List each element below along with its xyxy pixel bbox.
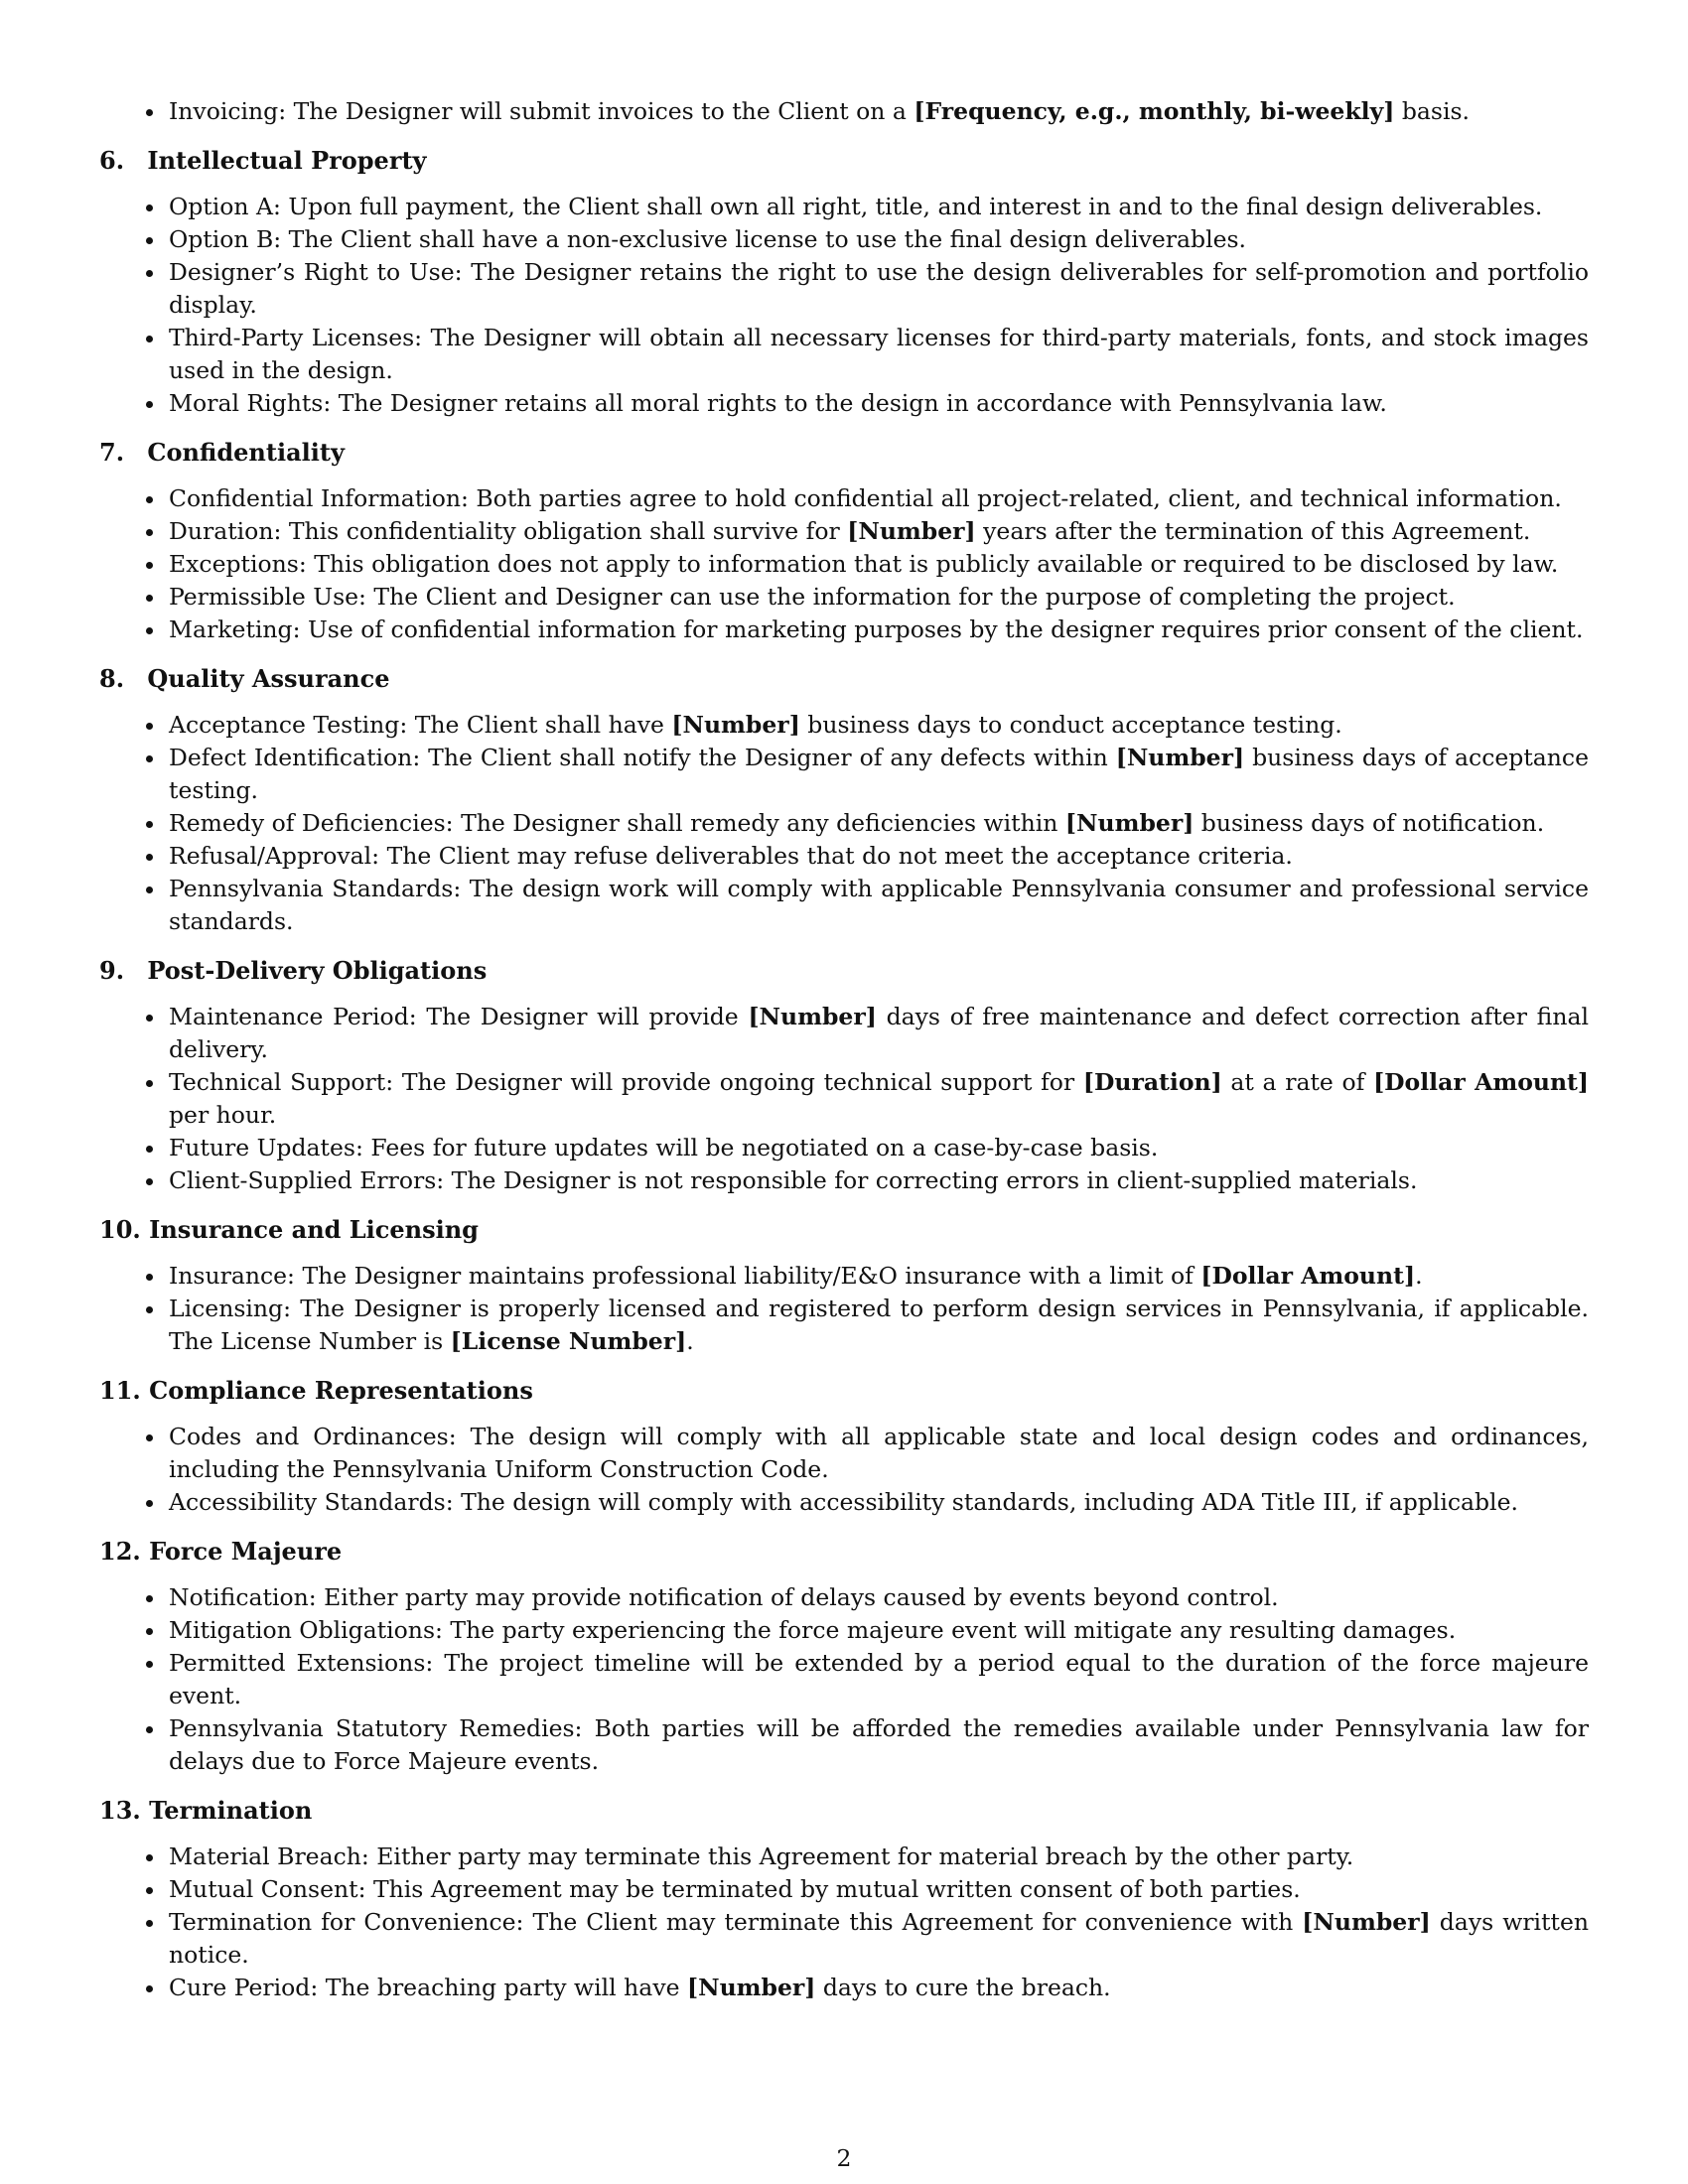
page-number: 2 [836,2144,852,2172]
list-item: Termination for Convenience: The Client may terminate this Agreement for convenience with [Number] days written notice. [99,1906,1589,1972]
list-item: Cure Period: The breaching party will have [Number] days to cure the breach. [99,1972,1589,2004]
intellectual-property-list [99,191,1589,420]
section-heading-quality-assurance: 8. Quality Assurance [99,664,390,693]
list-item: Moral Rights: The Designer retains all moral rights to the design in accordance with Pennsylvania law. [99,387,1589,420]
compliance-list [99,1421,1589,1519]
insurance-licensing-list [99,1260,1589,1358]
list-item: Option B: The Client shall have a non-exclusive license to use the final design deliverables. [99,223,1589,256]
section-heading-intellectual-property: 6. Intellectual Property [99,146,427,175]
list-item: Marketing: Use of confidential information for marketing purposes by the designer requires prior consent of the client. [99,614,1589,646]
post-delivery-list [99,1001,1589,1197]
list-item: Permissible Use: The Client and Designer can use the information for the purpose of completing the project. [99,581,1589,614]
quality-assurance-list [99,709,1589,938]
list-item: Mutual Consent: This Agreement may be terminated by mutual written consent of both parties. [99,1873,1589,1906]
list-item: Remedy of Deficiencies: The Designer shall remedy any deficiencies within [Number] business days of notification. [99,807,1589,840]
list-item: Mitigation Obligations: The party experiencing the force majeure event will mitigate any resulting damages. [99,1614,1589,1647]
section-heading-force-majeure: 12. Force Majeure [99,1537,343,1566]
list-item: Maintenance Period: The Designer will provide [Number] days of free maintenance and defect correction after final delivery. [99,1001,1589,1066]
list-item: Material Breach: Either party may terminate this Agreement for material breach by the other party. [99,1841,1589,1873]
list-item: Permitted Extensions: The project timeline will be extended by a period equal to the duration of the force majeure event. [99,1647,1589,1712]
list-item: Client-Supplied Errors: The Designer is not responsible for correcting errors in client-supplied materials. [99,1164,1589,1197]
list-item: Pennsylvania Standards: The design work will comply with applicable Pennsylvania consumer and professional service standards. [99,873,1589,938]
list-item: Confidential Information: Both parties agree to hold confidential all project-related, client, and technical information. [99,482,1589,515]
list-item: Designer’s Right to Use: The Designer retains the right to use the design deliverables for self-promotion and portfolio display. [99,256,1589,322]
list-item: Notification: Either party may provide notification of delays caused by events beyond control. [99,1581,1589,1614]
list-item: Codes and Ordinances: The design will comply with all applicable state and local design codes and ordinances, including the Pennsylvania Uniform Construction Code. [99,1421,1589,1486]
list-item: Insurance: The Designer maintains professional liability/E&O insurance with a limit of [Dollar Amount]. [99,1260,1589,1293]
list-item: Exceptions: This obligation does not apply to information that is publicly available or required to be disclosed by law. [99,548,1589,581]
section-heading-compliance: 11. Compliance Representations [99,1376,533,1405]
payment-continued-list [99,95,1589,128]
termination-list [99,1841,1589,2004]
list-item: Defect Identification: The Client shall notify the Designer of any defects within [Number] business days of acceptance testing. [99,742,1589,807]
list-item: Future Updates: Fees for future updates will be negotiated on a case-by-case basis. [99,1132,1589,1164]
list-item: Acceptance Testing: The Client shall have [Number] business days to conduct acceptance testing. [99,709,1589,742]
list-item: Duration: This confidentiality obligation shall survive for [Number] years after the termination of this Agreement. [99,515,1589,548]
list-item: Accessibility Standards: The design will comply with accessibility standards, including ADA Title III, if applicable. [99,1486,1589,1519]
confidentiality-list [99,482,1589,646]
list-item: Licensing: The Designer is properly licensed and registered to perform design services in Pennsylvania, if applicable. The License Number is [License Number]. [99,1293,1589,1358]
section-heading-termination: 13. Termination [99,1796,313,1825]
force-majeure-list [99,1581,1589,1778]
section-heading-post-delivery: 9. Post-Delivery Obligations [99,956,488,985]
list-item: Pennsylvania Statutory Remedies: Both parties will be afforded the remedies available under Pennsylvania law for delays due to Force Majeure events. [99,1712,1589,1778]
list-item-invoicing: Invoicing: The Designer will submit invoices to the Client on a [Frequency, e.g., monthly, bi-weekly] basis. [99,95,1589,128]
list-item: Option A: Upon full payment, the Client shall own all right, title, and interest in and to the final design deliverables. [99,191,1589,223]
list-item: Technical Support: The Designer will provide ongoing technical support for [Duration] at a rate of [Dollar Amount] per hour. [99,1066,1589,1132]
section-heading-confidentiality: 7. Confidentiality [99,438,345,467]
document-page [99,95,1589,2004]
section-heading-insurance-licensing: 10. Insurance and Licensing [99,1215,479,1244]
list-item: Refusal/Approval: The Client may refuse deliverables that do not meet the acceptance criteria. [99,840,1589,873]
list-item: Third-Party Licenses: The Designer will obtain all necessary licenses for third-party materials, fonts, and stock images used in the design. [99,322,1589,387]
